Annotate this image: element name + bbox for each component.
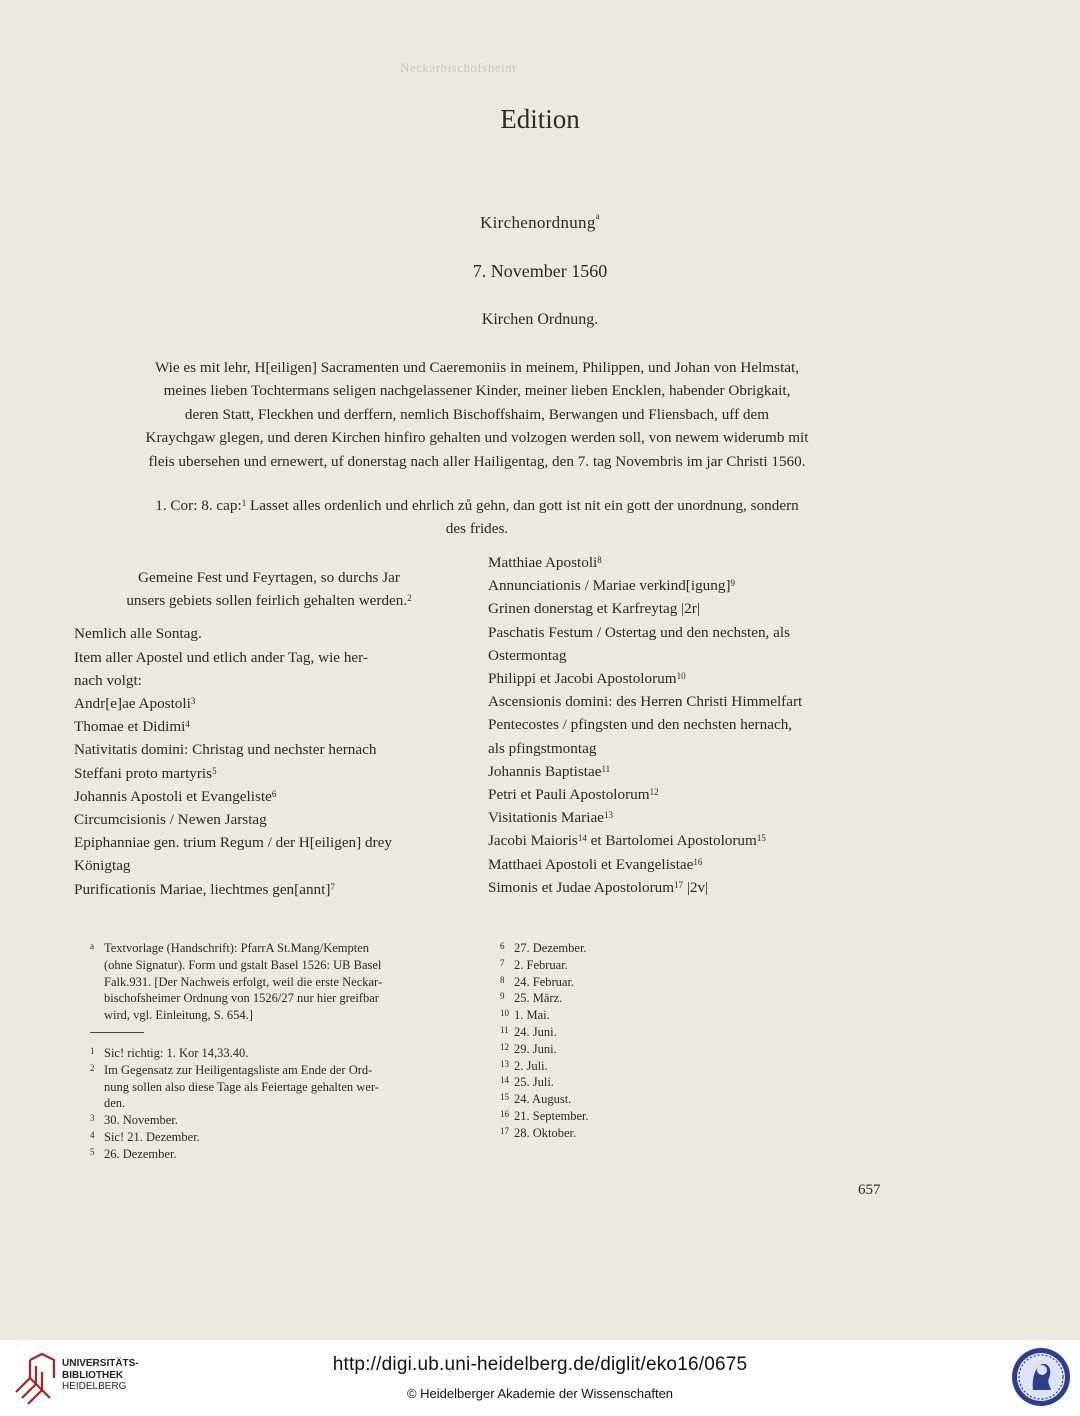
feast-text: als pfingstmontag [488,739,597,757]
footnote-text: 24. August. [514,1092,572,1107]
feast-entry [488,713,884,736]
academy-seal-icon[interactable] [1010,1346,1072,1408]
footnote-text: den. [104,1096,126,1111]
footnote [90,1146,466,1163]
feast-text: Thomae et Didimi [74,718,186,736]
footnote-number: 7 [500,957,505,968]
feast-text: Paschatis Festum / Ostertag und den nechsten, als [488,623,791,641]
footnote-number: 4 [90,1129,95,1140]
footnote-number [90,1077,104,1094]
feast-note-mark: 8 [597,555,602,565]
feast-entry [74,715,464,738]
feast-text: Annunciationis / Mariae verkind[igung] [488,577,731,595]
feast-entry [488,667,884,690]
feast-entry [74,738,464,761]
feast-entry [74,785,464,808]
textual-note-mark: a [90,941,94,951]
footnote [90,1045,466,1062]
feast-text: Steffani proto martyris [74,764,213,782]
feast-entry [488,621,884,644]
feast-entry [488,597,884,620]
footnote [90,1062,466,1079]
library-line: UNIVERSITÄTS- [62,1358,139,1369]
feast-text: Circumcisionis / Newen Jarstag [74,811,267,829]
feast-entry [488,760,884,783]
textual-note-line: wird, vgl. Einleitung, S. 654.] [104,1008,253,1023]
footnote-number: 1 [90,1046,95,1056]
footnote-text: 2. Juli. [514,1058,548,1073]
feast-note-mark: 7 [330,881,335,892]
right-feast-list [488,551,884,899]
footnote [90,1112,466,1129]
footnote-text: 28. Oktober. [514,1125,577,1140]
footnote-text: 27. Dezember. [514,941,587,955]
feast-note-mark: 16 [693,856,703,867]
feast-list-heading [74,566,464,612]
feast-entry [488,806,884,829]
feast-entry [488,829,884,852]
section-heading: Kirchen Ordnung. [481,311,599,328]
footnote-number: 2 [90,1062,95,1073]
feast-text: Königtag [74,857,131,875]
feast-text: Nemlich alle Sontag. [74,625,202,643]
footnote-number: 3 [90,1113,95,1124]
textual-note-body [104,940,466,1024]
page-title: Edition [500,104,580,134]
feast-text: Ostermontag [488,646,567,664]
feast-note-mark: 9 [730,578,736,589]
quote-text: Lasset alles ordenlich und ehrlich zů gehn, dan gott ist nit ein gott der unordnung, sondern [246,497,799,514]
footnote-text: 26. Dezember. [104,1146,177,1161]
left-feast-list [74,622,464,900]
intro-line: Kraychgaw glegen, und deren Kirchen hinfiro gehalten und volzogen werden soll, von newem widerumb mit [145,429,809,447]
footnote [500,940,700,957]
feast-entry [488,737,884,760]
footnote-text: 30. November. [104,1113,178,1128]
footnote-text: 25. März. [514,991,563,1006]
feast-entry [488,644,884,667]
quote-note-mark: 1 [241,498,247,508]
feast-entry [488,690,884,713]
feast-entry [488,853,884,876]
footnote-number: 5 [90,1146,95,1157]
feast-text-tail: |2v| [683,878,709,896]
feast-text: Purificationis Mariae, liechtmes gen[annt] [74,880,331,898]
footnote [500,1125,700,1142]
feast-entry [74,669,464,692]
feast-entry [74,646,464,669]
feast-text: Grinen donerstag et Karfreytag |2r| [488,600,700,618]
intro-line: Wie es mit lehr, H[eiligen] Sacramenten und Caeremoniis in meinem, Philippen, und Johan von Helmstat, [154,359,800,376]
footnote-text: Sic! 21. Dezember. [104,1129,200,1144]
feast-text: Simonis et Judae Apostolorum [488,878,675,896]
footnote [90,1079,466,1096]
footnote-text: nung sollen also diese Tage als Feiertage gehalten wer- [104,1079,379,1094]
footnote-number: 9 [500,991,505,1002]
copyright-text: © Heidelberger Akademie der Wissenschaften [406,1386,674,1401]
footnote-text: 21. September. [514,1108,589,1123]
footnote-number: 11 [500,1024,509,1035]
quote-line: des frides. [445,520,509,538]
footnote [500,1024,700,1041]
feast-entry [488,574,884,597]
feast-note-mark: 12 [649,787,659,798]
feast-entry [74,878,464,901]
right-column [488,551,884,899]
intro-line: fleis ubersehen und ernewert, uf donerstag nach aller Hailigentag, den 7. tag Novembris im jar Christi 1560. [148,452,806,470]
scripture-quote [72,494,882,541]
textual-note [90,940,466,1024]
feast-text: Matthiae Apostoli [488,554,598,571]
feast-text: Ascensionis domini: des Herren Christi Himmelfart [488,693,803,711]
footnote [500,1108,700,1125]
footnote-number: 12 [500,1041,509,1052]
feast-text: Philippi et Jacobi Apostolorum [488,670,677,688]
footnote [500,1058,700,1075]
footnote-text: Sic! richtig: 1. Kor 14,33.40. [104,1046,249,1060]
intro-line: deren Statt, Fleckhen und derffern, nemlich Bischoffshaim, Berwangen und Fliensbach, uff dem [184,405,770,423]
feast-text: Jacobi Maioris [488,832,578,850]
footnote-divider [90,1032,144,1033]
feast-text: Andr[e]ae Apostoli [74,695,191,713]
textual-note-line: Textvorlage (Handschrift): PfarrA St.Mang/Kempten [104,941,370,955]
footnote-text: Im Gegensatz zur Heiligentagsliste am Ende der Ord- [104,1062,373,1077]
feast-note-mark: 11 [601,763,611,774]
page-number: 657 [858,1182,881,1198]
feast-text: Nativitatis domini: Christag und nechster hernach [74,741,377,759]
left-column [74,566,464,901]
document-subtitle [0,213,1080,233]
document-date: 7. November 1560 [472,261,608,281]
footnote [500,957,700,974]
intro-paragraph [72,356,882,473]
footnote-number: 15 [500,1092,509,1103]
textual-note-block [90,940,466,1024]
feast-entry [74,854,464,877]
footnote-text: 2. Februar. [514,957,568,972]
feast-text: Pentecostes / pfingsten und den nechsten hernach, [488,716,793,734]
footnote [500,974,700,991]
intro-line: meines lieben Tochtermans seligen nachgelassener Kinder, meiner lieben Encklen, habender Obrigkait, [163,382,791,400]
feast-entry [488,551,884,574]
feast-text: Johannis Apostoli et Evangeliste [74,787,272,805]
feast-text: Item aller Apostel und etlich ander Tag, wie her- [74,648,368,666]
quote-ref: 1. Cor: 8. cap: [155,497,242,514]
footnote [500,1007,700,1024]
footnote-number: 16 [500,1108,509,1119]
feast-text: Epiphanniae gen. trium Regum / der H[eiligen] drey [74,834,392,852]
subtitle-text: Kirchenordnung [480,213,596,232]
feast-note-mark: 10 [676,671,686,682]
library-line: HEIDELBERG [62,1381,127,1392]
feast-text: nach volgt: [74,671,142,689]
feast-note-mark: 14 [577,833,587,844]
feast-entry [74,831,464,854]
heading-text: unsers gebiets sollen feirlich gehalten werden. [126,592,408,610]
footnote-number: 13 [500,1058,509,1069]
feast-note-mark: 17 [674,879,684,890]
footnote-number [90,1093,104,1110]
textual-note-line: Falk.931. [Der Nachweis erfolgt, weil die erste Neckar- [104,974,383,989]
feast-entry [74,692,464,715]
feast-note-mark: 4 [185,719,190,730]
footnotes-left [90,1045,466,1163]
footnote-number: 17 [500,1125,509,1136]
heading-note-mark: 2 [407,593,412,604]
footnote [90,1095,466,1112]
footnote-number: 6 [500,941,505,951]
footnote [500,990,700,1007]
feast-note-mark: 6 [271,788,277,799]
heading-line [74,589,464,612]
footer-bar [0,1340,1080,1416]
subtitle-note-mark: a [595,211,600,221]
feast-text: Matthaei Apostoli et Evangelistae [488,855,694,873]
feast-note-mark: 5 [212,765,217,776]
feast-text-tail: et Bartolomei Apostolorum [586,832,757,850]
footnote-text: 24. Juni. [514,1024,557,1039]
feast-note-mark: 15 [756,833,766,844]
footnote-number: 14 [500,1075,509,1086]
footnote [500,1091,700,1108]
feast-entry [488,876,884,899]
heading-line: Gemeine Fest und Feyrtagen, so durchs Jar [138,569,400,586]
footnote [500,1074,700,1091]
footnote-number: 8 [500,974,505,985]
feast-entry [488,783,884,806]
library-line: BIBLIOTHEK [62,1369,124,1381]
feast-text: Johannis Baptistae [488,762,602,780]
feast-entry [74,762,464,785]
textual-note-line: (ohne Signatur). Form und gstalt Basel 1526: UB Basel [104,957,382,972]
running-head: Neckarbischofsheim [400,60,516,75]
feast-note-mark: 3 [190,696,196,707]
footnote [500,1041,700,1058]
textual-note-line: bischofsheimer Ordnung von 1526/27 nur hier greifbar [104,991,379,1006]
footnote-number: 10 [500,1008,509,1019]
feast-entry [74,808,464,831]
feast-text: Visitationis Mariae [488,809,604,827]
footnote-text: 25. Juli. [514,1075,554,1090]
quote-line [72,494,882,517]
permalink-url[interactable]: http://digi.ub.uni-heidelberg.de/diglit/eko16/0675 [332,1354,748,1375]
footnote-text: 29. Juni. [514,1041,557,1056]
footnote [90,1129,466,1146]
footnote-text: 1. Mai. [514,1008,550,1023]
footnote-text: 24. Februar. [514,974,575,989]
feast-text: Petri et Pauli Apostolorum [488,786,650,804]
feast-entry [74,622,464,645]
feast-note-mark: 13 [603,810,613,821]
footnotes-right [500,940,700,1142]
